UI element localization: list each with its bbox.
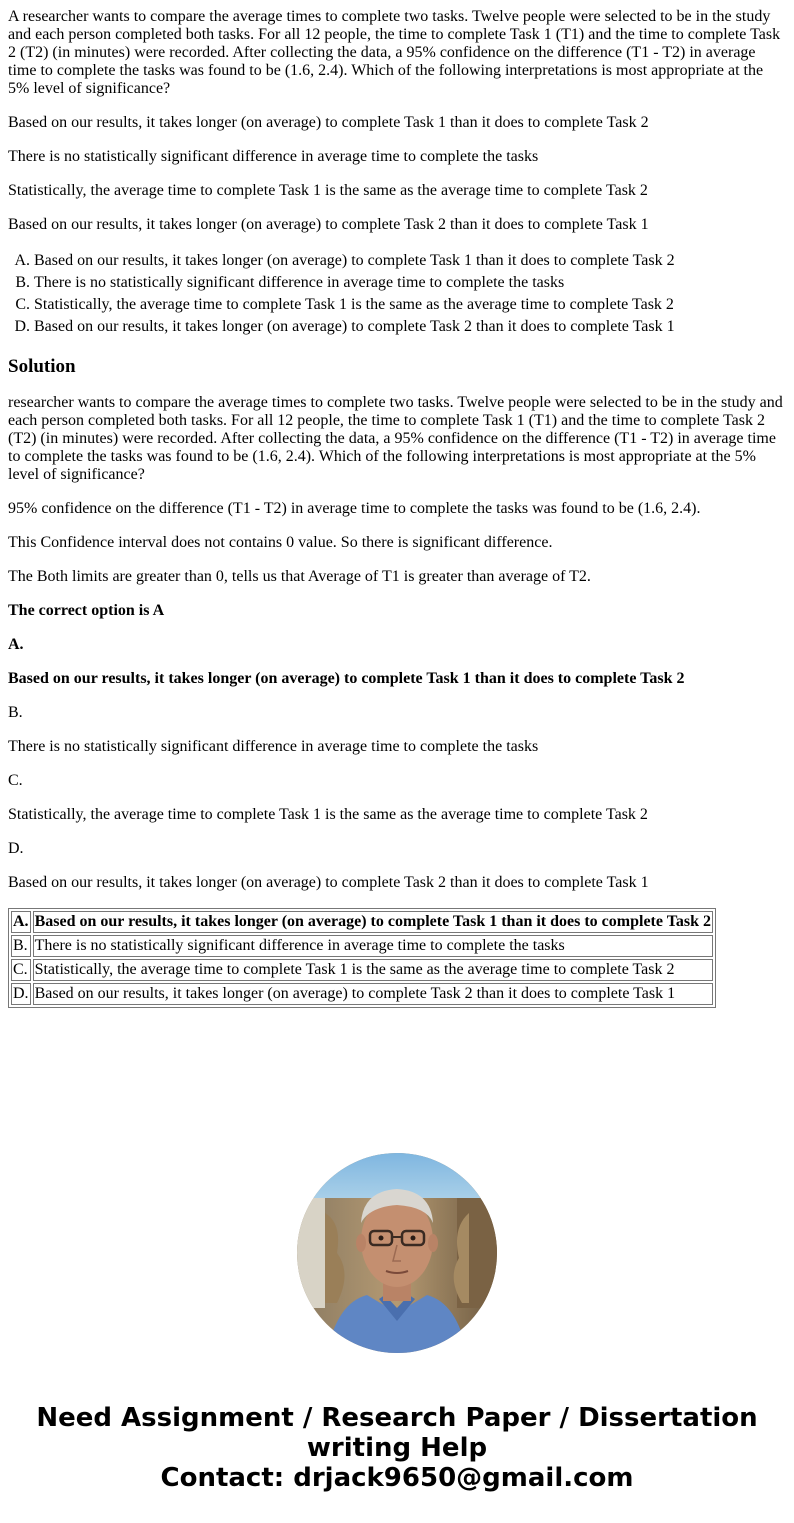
solution-heading: Solution bbox=[8, 356, 76, 377]
question-option-plain: There is no statistically significant difference in average time to complete the tasks bbox=[8, 148, 539, 165]
option-letter: A. bbox=[8, 636, 24, 653]
solution-line: The Both limits are greater than 0, tells us that Average of T1 is greater than average of T2. bbox=[8, 568, 591, 585]
footer-promo bbox=[0, 1403, 794, 1493]
question-option-plain: Based on our results, it takes longer (on average) to complete Task 1 than it does to complete Task 2 bbox=[8, 114, 649, 131]
solution-restated-question: researcher wants to compare the average times to complete two tasks. Twelve people were selected to be in the study and each person completed both tasks. For all 12 people, the time to complete Task 1 (T1) and the time to complete Task 2 (T2) (in minutes) were recorded. After collecting the data, a 95% confidence on the difference (T1 - T2) in average time to complete the tasks was found to be (1.6, 2.4). Which of the following interpretations is most appropriate at the 5% level of significance? bbox=[8, 394, 783, 483]
list-item: A. Based on our results, it takes longer (on average) to complete Task 1 than it does to complete Task 2 bbox=[34, 250, 786, 272]
list-item: B. There is no statistically significant difference in average time to complete the tasks bbox=[34, 272, 786, 294]
option-text: Based on our results, it takes longer (on average) to complete Task 2 than it does to complete Task 1 bbox=[8, 874, 649, 891]
footer-line: writing Help bbox=[306, 1433, 488, 1463]
option-text: Statistically, the average time to complete Task 1 is the same as the average time to complete Task 2 bbox=[8, 806, 648, 823]
footer-line: Need Assignment / Research Paper / Dissertation bbox=[36, 1403, 758, 1433]
table-row bbox=[11, 959, 713, 981]
correct-option-statement: The correct option is A bbox=[8, 602, 165, 619]
question-options-list bbox=[8, 250, 786, 338]
table-cell-letter: C. bbox=[11, 959, 31, 981]
table-cell-letter: B. bbox=[11, 935, 31, 957]
author-avatar bbox=[297, 1153, 497, 1353]
document-body bbox=[8, 8, 786, 1008]
question-text: A researcher wants to compare the average times to complete two tasks. Twelve people were selected to be in the study and each person completed both tasks. For all 12 people, the time to complete Task 1 (T1) and the time to complete Task 2 (T2) (in minutes) were recorded. After collecting the data, a 95% confidence on the difference (T1 - T2) in average time to complete the tasks was found to be (1.6, 2.4). Which of the following interpretations is most appropriate at the 5% level of significance? bbox=[8, 8, 781, 97]
list-item: D. Based on our results, it takes longer (on average) to complete Task 2 than it does to complete Task 1 bbox=[34, 316, 786, 338]
table-cell-letter: D. bbox=[11, 983, 31, 1005]
list-item: C. Statistically, the average time to complete Task 1 is the same as the average time to complete Task 2 bbox=[34, 294, 786, 316]
options-table bbox=[8, 908, 716, 1008]
table-cell-text: Based on our results, it takes longer (on average) to complete Task 1 than it does to complete Task 2 bbox=[33, 911, 713, 933]
footer-contact: Contact: drjack9650@gmail.com bbox=[160, 1463, 634, 1493]
option-text: Based on our results, it takes longer (on average) to complete Task 1 than it does to complete Task 2 bbox=[8, 670, 685, 687]
table-row bbox=[11, 935, 713, 957]
question-option-plain: Based on our results, it takes longer (on average) to complete Task 2 than it does to complete Task 1 bbox=[8, 216, 649, 233]
author-portrait-image bbox=[297, 1153, 497, 1353]
question-option-plain: Statistically, the average time to complete Task 1 is the same as the average time to complete Task 2 bbox=[8, 182, 648, 199]
table-cell-text: There is no statistically significant difference in average time to complete the tasks bbox=[33, 935, 713, 957]
table-row bbox=[11, 911, 713, 933]
table-cell-letter: A. bbox=[11, 911, 31, 933]
option-letter: C. bbox=[8, 772, 23, 789]
table-cell-text: Based on our results, it takes longer (on average) to complete Task 2 than it does to complete Task 1 bbox=[33, 983, 713, 1005]
table-row bbox=[11, 983, 713, 1005]
option-text: There is no statistically significant difference in average time to complete the tasks bbox=[8, 738, 539, 755]
solution-line: 95% confidence on the difference (T1 - T2) in average time to complete the tasks was found to be (1.6, 2.4). bbox=[8, 500, 701, 517]
option-letter: D. bbox=[8, 840, 24, 857]
solution-line: This Confidence interval does not contains 0 value. So there is significant difference. bbox=[8, 534, 553, 551]
table-cell-text: Statistically, the average time to complete Task 1 is the same as the average time to complete Task 2 bbox=[33, 959, 713, 981]
option-letter: B. bbox=[8, 704, 23, 721]
